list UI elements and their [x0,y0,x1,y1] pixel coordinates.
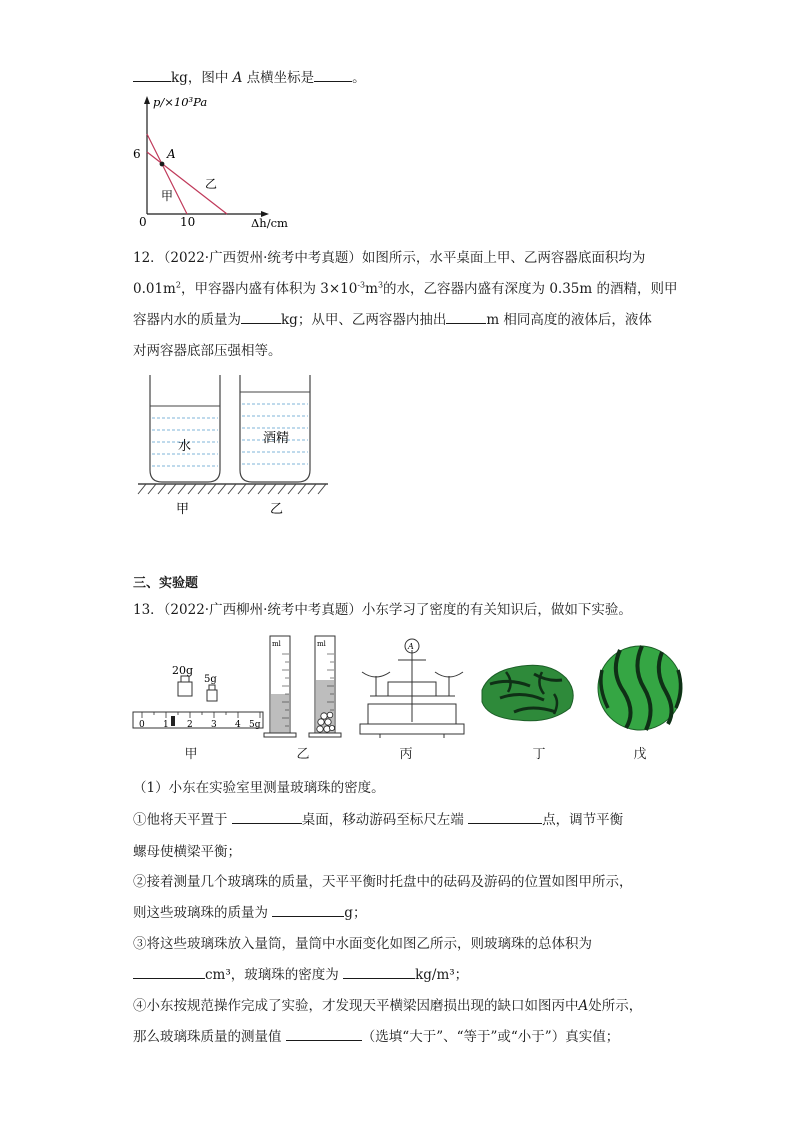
q12-line-3 [133,308,652,328]
q13-text: kg/m³； [415,967,469,983]
ruler-tick: 4 [235,720,241,730]
q13-text: 那么玻璃珠质量的测量值 [133,1029,282,1045]
answer-blank[interactable] [133,67,171,82]
q12-text: 的水，乙容器内盛有深度为 0.35m 的酒精，则甲 [383,281,678,297]
q11-tail-line [133,66,366,86]
q12-text: 容器内水的质量为 [133,312,241,328]
answer-blank[interactable] [468,809,542,824]
weights-and-ruler [133,664,263,730]
answer-blank[interactable] [232,809,302,824]
fig-label-jia: 甲 [184,747,198,762]
q11-text: kg，图中 [171,70,229,86]
pressure-depth-graph [125,92,295,232]
two-containers-figure [130,370,335,520]
ruler-tick: 1 [163,720,169,730]
q13-step3-line2 [133,963,468,983]
whole-watermelon [598,646,682,730]
graduated-cylinders [264,636,341,737]
x-axis-label: Δh/cm [251,216,288,230]
q13-line-1: 13．（2022·广西柳州·统考中考真题）小东学习了密度的有关知识后，做如下实验。 [133,602,632,618]
cylinder-unit: ml [317,640,326,648]
answer-blank[interactable] [314,67,352,82]
weight-5g-label: 5g [204,674,217,685]
point-a-label: A [167,147,176,161]
q13-text: 处所示， [588,998,643,1014]
ground-hatching [138,484,326,494]
weight-20g-label: 20g [172,664,194,677]
q12-line-2: $0.01m^2$，甲容器内盛有体积为 $3\times 10^{-3}m^3$的水，乙容器内盛有深度为 0.35m 的酒精，则甲 [133,280,678,297]
q11-text-rest: 点横坐标是 [246,70,315,86]
q13-text: cm³，玻璃珠的密度为 [205,967,339,983]
q13-text: 则这些玻璃珠的质量为 [133,905,268,921]
balance-point-a: A [408,642,414,651]
q13-text: 点，调节平衡 [542,812,624,828]
fig-label-wu: 戊 [633,747,647,762]
y-tick-6: 6 [133,147,141,161]
container-yi [240,375,310,482]
answer-blank[interactable] [241,309,281,324]
q13-step2-line2 [133,901,366,921]
section-heading: 三、实验题 [133,576,199,591]
q13-step4-line2 [133,1025,619,1045]
q13-sub1: （1）小东在实验室里测量玻璃珠的密度。 [133,780,385,796]
ruler-tick: 5g [249,720,261,730]
fig-label-ding: 丁 [532,747,546,762]
answer-blank[interactable] [272,902,344,917]
answer-blank[interactable] [133,964,205,979]
ruler-tick: 2 [187,720,193,730]
q12-text: m 相同高度的液体后，液体 [486,312,652,328]
fig-label-yi: 乙 [296,747,310,762]
broken-watermelon [482,665,573,721]
q13-step4-line1 [133,994,642,1014]
q12-text: m [365,281,378,297]
ruler-tick: 3 [211,720,217,730]
q13-text: （选填“大于”、“等于”或“小于”）真实值； [361,1029,620,1045]
answer-blank[interactable] [286,1026,362,1041]
line-jia-label: 甲 [161,189,174,203]
y-axis-arrow [144,96,150,104]
q13-step2-line1: ②接着测量几个玻璃珠的质量，天平平衡时托盘中的砝码及游码的位置如图甲所示， [133,874,633,890]
q13-text: g； [344,905,367,921]
answer-blank[interactable] [446,309,486,324]
y-axis-label: p/×10³Pa [153,95,208,109]
answer-blank[interactable] [343,964,415,979]
cylinder-unit: ml [272,640,281,648]
water-label: 水 [178,439,192,454]
container-jia-label: 甲 [176,502,190,517]
q11-point-label: A [232,70,243,86]
intersection-point-a [160,162,165,167]
q12-line-1: 12．（2022·广西贺州·统考中考真题）如图所示，水平桌面上甲、乙两容器底面积均为 [133,250,646,266]
q11-end: 。 [352,70,366,86]
balance-scale [360,639,464,738]
q13-step1-line1 [133,808,623,828]
q12-text: 0.01m [133,281,176,297]
q13-step1-line2: 螺母使横梁平衡； [133,844,241,860]
alcohol-label: 酒精 [263,431,290,446]
q13-text: ①他将天平置于 [133,812,228,828]
q12-text: ，甲容器内盛有体积为 3×10 [180,281,358,297]
x-tick-10: 10 [180,215,196,229]
q12-line-4: 对两容器底部压强相等。 [133,343,282,359]
q13-text: ④小东按规范操作完成了实验，才发现天平横梁因磨损出现的缺口如图丙中 [133,998,579,1014]
container-yi-label: 乙 [270,502,284,517]
q13-point-a: A [578,998,589,1014]
line-yi-label: 乙 [205,177,218,191]
fig-label-bing: 丙 [399,747,413,762]
q13-step3-line1: ③将这些玻璃珠放入量筒，量筒中水面变化如图乙所示，则玻璃珠的总体积为 [133,936,592,952]
ruler-tick: 0 [139,720,145,730]
origin-label: 0 [139,215,147,229]
q12-text: kg；从甲、乙两容器内抽出 [281,312,447,328]
q13-text: 桌面，移动游码至标尺左端 [301,812,464,828]
